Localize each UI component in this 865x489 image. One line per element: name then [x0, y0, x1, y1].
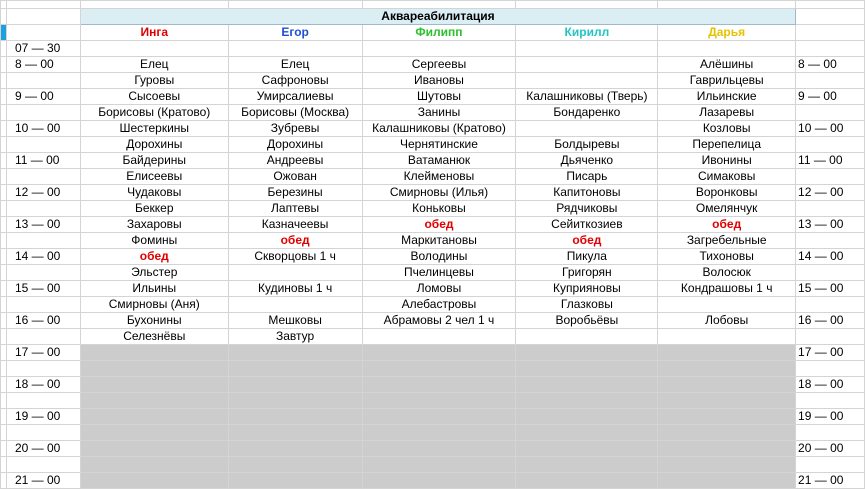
- schedule-row: [1, 57, 865, 73]
- appointment-cell[interactable]: Скворцовы 1 ч: [228, 249, 362, 265]
- appointment-cell[interactable]: [658, 457, 796, 473]
- appointment-cell[interactable]: Алёшины: [658, 57, 796, 73]
- appointment-cell[interactable]: Березины: [228, 185, 362, 201]
- appointment-cell[interactable]: [516, 441, 658, 457]
- time-cell[interactable]: [6, 329, 80, 345]
- time-cell[interactable]: [6, 361, 80, 377]
- time-cell-right[interactable]: [796, 265, 865, 281]
- time-cell-right[interactable]: 17 — 00: [796, 345, 865, 361]
- appointment-cell[interactable]: [362, 441, 516, 457]
- schedule-row: [1, 201, 865, 217]
- appointment-cell[interactable]: [658, 361, 796, 377]
- appointment-cell[interactable]: Клейменовы: [362, 169, 516, 185]
- time-cell[interactable]: [6, 201, 80, 217]
- appointment-cell[interactable]: Маркитановы: [362, 233, 516, 249]
- appointment-cell[interactable]: Зубревы: [228, 121, 362, 137]
- time-cell[interactable]: 19 — 00: [6, 409, 80, 425]
- appointment-cell[interactable]: [80, 41, 228, 57]
- appointment-cell[interactable]: Бухонины: [80, 313, 228, 329]
- time-cell-right[interactable]: [796, 201, 865, 217]
- appointment-cell[interactable]: Кондрашовы 1 ч: [658, 281, 796, 297]
- time-cell-right[interactable]: 19 — 00: [796, 409, 865, 425]
- appointment-cell[interactable]: Ватаманюк: [362, 153, 516, 169]
- appointment-cell[interactable]: Чернятинские: [362, 137, 516, 153]
- time-cell[interactable]: [6, 393, 80, 409]
- appointment-cell[interactable]: [362, 393, 516, 409]
- appointment-cell[interactable]: [658, 425, 796, 441]
- appointment-cell[interactable]: Дьяченко: [516, 153, 658, 169]
- schedule-row: [1, 409, 865, 425]
- appointment-cell[interactable]: Писарь: [516, 169, 658, 185]
- schedule-row: [1, 441, 865, 457]
- appointment-cell[interactable]: Козловы: [658, 121, 796, 137]
- cell[interactable]: [796, 25, 865, 41]
- appointment-cell[interactable]: [516, 329, 658, 345]
- time-cell[interactable]: 15 — 00: [6, 281, 80, 297]
- time-cell-right[interactable]: 20 — 00: [796, 441, 865, 457]
- staff-name-cell[interactable]: Инга: [80, 25, 228, 41]
- appointment-cell[interactable]: Смирновы (Илья): [362, 185, 516, 201]
- time-cell[interactable]: 20 — 00: [6, 441, 80, 457]
- time-cell[interactable]: 07 — 30: [6, 41, 80, 57]
- appointment-cell[interactable]: Дорохины: [228, 137, 362, 153]
- appointment-cell[interactable]: Эльстер: [80, 265, 228, 281]
- appointment-cell[interactable]: [228, 297, 362, 313]
- appointment-cell[interactable]: [658, 393, 796, 409]
- appointment-cell[interactable]: Фомины: [80, 233, 228, 249]
- appointment-cell[interactable]: Пикула: [516, 249, 658, 265]
- appointment-cell[interactable]: Кудиновы 1 ч: [228, 281, 362, 297]
- appointment-cell[interactable]: Андреевы: [228, 153, 362, 169]
- appointment-cell[interactable]: Захаровы: [80, 217, 228, 233]
- appointment-cell[interactable]: Смирновы (Аня): [80, 297, 228, 313]
- time-cell-right[interactable]: 13 — 00: [796, 217, 865, 233]
- schedule-row: [1, 361, 865, 377]
- schedule-row: [1, 313, 865, 329]
- appointment-cell[interactable]: Гаврильцевы: [658, 73, 796, 89]
- time-cell[interactable]: [6, 457, 80, 473]
- appointment-cell[interactable]: [516, 393, 658, 409]
- time-cell[interactable]: [6, 105, 80, 121]
- time-cell[interactable]: 11 — 00: [6, 153, 80, 169]
- schedule-row: [1, 89, 865, 105]
- appointment-cell[interactable]: Елец: [228, 57, 362, 73]
- appointment-cell[interactable]: [80, 345, 228, 361]
- appointment-cell[interactable]: Болдыревы: [516, 137, 658, 153]
- appointment-cell[interactable]: [228, 425, 362, 441]
- time-cell-right[interactable]: [796, 457, 865, 473]
- time-cell[interactable]: [6, 169, 80, 185]
- appointment-cell[interactable]: [228, 265, 362, 281]
- appointment-cell[interactable]: Шестеркины: [80, 121, 228, 137]
- time-cell-right[interactable]: [796, 137, 865, 153]
- appointment-cell[interactable]: Воробьёвы: [516, 313, 658, 329]
- appointment-cell[interactable]: Бондаренко: [516, 105, 658, 121]
- time-cell-right[interactable]: 15 — 00: [796, 281, 865, 297]
- cell[interactable]: [6, 9, 80, 25]
- time-cell-right[interactable]: [796, 169, 865, 185]
- appointment-cell[interactable]: Елец: [80, 57, 228, 73]
- time-cell-right[interactable]: 14 — 00: [796, 249, 865, 265]
- appointment-cell[interactable]: [658, 377, 796, 393]
- time-cell-right[interactable]: [796, 73, 865, 89]
- cell[interactable]: [6, 25, 80, 41]
- appointment-cell[interactable]: [228, 393, 362, 409]
- appointment-cell[interactable]: [658, 473, 796, 489]
- top-strip-row: [1, 1, 865, 9]
- appointment-cell[interactable]: Глазковы: [516, 297, 658, 313]
- appointment-cell[interactable]: [516, 377, 658, 393]
- appointment-cell[interactable]: [80, 457, 228, 473]
- time-cell-right[interactable]: [796, 41, 865, 57]
- schedule-row: [1, 41, 865, 57]
- appointment-cell[interactable]: [516, 425, 658, 441]
- appointment-cell[interactable]: Ильины: [80, 281, 228, 297]
- appointment-cell[interactable]: Шутовы: [362, 89, 516, 105]
- schedule-row: [1, 217, 865, 233]
- appointment-cell[interactable]: [362, 409, 516, 425]
- appointment-cell[interactable]: Борисовы (Кратово): [80, 105, 228, 121]
- time-cell[interactable]: [6, 73, 80, 89]
- appointment-cell[interactable]: [362, 457, 516, 473]
- staff-names-row: [1, 25, 865, 41]
- appointment-cell[interactable]: [516, 57, 658, 73]
- appointment-cell[interactable]: [80, 361, 228, 377]
- appointment-cell[interactable]: Дорохины: [80, 137, 228, 153]
- appointment-cell[interactable]: [362, 377, 516, 393]
- appointment-cell[interactable]: [362, 345, 516, 361]
- time-cell-right[interactable]: 18 — 00: [796, 377, 865, 393]
- schedule-row: [1, 105, 865, 121]
- staff-name-cell[interactable]: Кирилл: [516, 25, 658, 41]
- time-cell-right[interactable]: [796, 393, 865, 409]
- appointment-cell[interactable]: Пчелинцевы: [362, 265, 516, 281]
- appointment-cell[interactable]: [362, 425, 516, 441]
- time-cell[interactable]: 21 — 00: [6, 473, 80, 489]
- appointment-cell[interactable]: Симаковы: [658, 169, 796, 185]
- schedule-row: [1, 185, 865, 201]
- appointment-cell[interactable]: [228, 441, 362, 457]
- cell[interactable]: [796, 9, 865, 25]
- schedule-row: [1, 249, 865, 265]
- time-cell-right[interactable]: [796, 105, 865, 121]
- schedule-row: [1, 297, 865, 313]
- appointment-cell[interactable]: Волосюк: [658, 265, 796, 281]
- time-cell-right[interactable]: 11 — 00: [796, 153, 865, 169]
- appointment-cell[interactable]: Ильинские: [658, 89, 796, 105]
- appointment-cell[interactable]: Григорян: [516, 265, 658, 281]
- appointment-cell[interactable]: [516, 409, 658, 425]
- appointment-cell[interactable]: Омелянчук: [658, 201, 796, 217]
- schedule-row: [1, 73, 865, 89]
- appointment-cell[interactable]: Калашниковы (Кратово): [362, 121, 516, 137]
- time-cell-right[interactable]: 10 — 00: [796, 121, 865, 137]
- appointment-cell[interactable]: Тихоновы: [658, 249, 796, 265]
- appointment-cell[interactable]: Лазаревы: [658, 105, 796, 121]
- appointment-cell[interactable]: Сысоевы: [80, 89, 228, 105]
- appointment-cell[interactable]: [80, 441, 228, 457]
- staff-name-cell[interactable]: Егор: [228, 25, 362, 41]
- schedule-row: [1, 265, 865, 281]
- appointment-cell[interactable]: Гуровы: [80, 73, 228, 89]
- time-cell[interactable]: [6, 425, 80, 441]
- time-cell[interactable]: 12 — 00: [6, 185, 80, 201]
- appointment-cell[interactable]: [228, 41, 362, 57]
- appointment-cell[interactable]: [228, 345, 362, 361]
- appointment-cell[interactable]: [362, 329, 516, 345]
- appointment-cell[interactable]: Борисовы (Москва): [228, 105, 362, 121]
- appointment-cell[interactable]: [362, 361, 516, 377]
- appointment-cell[interactable]: Сафроновы: [228, 73, 362, 89]
- appointment-cell[interactable]: [516, 345, 658, 361]
- time-cell[interactable]: 18 — 00: [6, 377, 80, 393]
- schedule-row: [1, 345, 865, 361]
- time-cell[interactable]: 8 — 00: [6, 57, 80, 73]
- appointment-cell[interactable]: Мешковы: [228, 313, 362, 329]
- appointment-cell[interactable]: Байдерины: [80, 153, 228, 169]
- appointment-cell[interactable]: Сейиткозиев: [516, 217, 658, 233]
- appointment-cell[interactable]: [516, 473, 658, 489]
- appointment-cell[interactable]: Занины: [362, 105, 516, 121]
- time-cell-right[interactable]: [796, 329, 865, 345]
- appointment-cell[interactable]: Калашниковы (Тверь): [516, 89, 658, 105]
- schedule-row: [1, 473, 865, 489]
- appointment-cell[interactable]: обед: [362, 217, 516, 233]
- appointment-cell[interactable]: Загребельные: [658, 233, 796, 249]
- time-cell[interactable]: [6, 265, 80, 281]
- appointment-cell[interactable]: Куприяновы: [516, 281, 658, 297]
- time-cell[interactable]: 10 — 00: [6, 121, 80, 137]
- schedule-row: [1, 425, 865, 441]
- schedule-row: [1, 281, 865, 297]
- appointment-cell[interactable]: [658, 345, 796, 361]
- appointment-cell[interactable]: Алебастровы: [362, 297, 516, 313]
- appointment-cell[interactable]: обед: [228, 233, 362, 249]
- appointment-cell[interactable]: Сергеевы: [362, 57, 516, 73]
- appointment-cell[interactable]: [516, 121, 658, 137]
- time-cell[interactable]: [6, 233, 80, 249]
- appointment-cell[interactable]: [362, 41, 516, 57]
- appointment-cell[interactable]: Завтур: [228, 329, 362, 345]
- appointment-cell[interactable]: [658, 409, 796, 425]
- schedule-row: [1, 457, 865, 473]
- time-cell[interactable]: 16 — 00: [6, 313, 80, 329]
- appointment-cell[interactable]: [658, 329, 796, 345]
- title-row: [1, 9, 865, 25]
- appointment-cell[interactable]: [80, 409, 228, 425]
- appointment-cell[interactable]: Перепелица: [658, 137, 796, 153]
- time-cell[interactable]: 9 — 00: [6, 89, 80, 105]
- appointment-cell[interactable]: Елисеевы: [80, 169, 228, 185]
- time-cell[interactable]: 17 — 00: [6, 345, 80, 361]
- appointment-cell[interactable]: Лобовы: [658, 313, 796, 329]
- appointment-cell[interactable]: [516, 41, 658, 57]
- appointment-cell[interactable]: Беккер: [80, 201, 228, 217]
- appointment-cell[interactable]: Рядчиковы: [516, 201, 658, 217]
- appointment-cell[interactable]: Володины: [362, 249, 516, 265]
- schedule-row: [1, 377, 865, 393]
- appointment-cell[interactable]: Воронковы: [658, 185, 796, 201]
- time-cell[interactable]: [6, 137, 80, 153]
- time-cell-right[interactable]: [796, 425, 865, 441]
- schedule-row: [1, 137, 865, 153]
- time-cell-right[interactable]: [796, 297, 865, 313]
- appointment-cell[interactable]: [516, 73, 658, 89]
- schedule-row: [1, 153, 865, 169]
- schedule-row: [1, 169, 865, 185]
- appointment-cell[interactable]: Ивановы: [362, 73, 516, 89]
- appointment-cell[interactable]: [658, 441, 796, 457]
- appointment-cell[interactable]: [80, 425, 228, 441]
- time-cell[interactable]: [6, 297, 80, 313]
- appointment-cell[interactable]: Умирсалиевы: [228, 89, 362, 105]
- schedule-row: [1, 393, 865, 409]
- time-cell-right[interactable]: 9 — 00: [796, 89, 865, 105]
- schedule-row: [1, 233, 865, 249]
- time-cell-right[interactable]: 8 — 00: [796, 57, 865, 73]
- appointment-cell[interactable]: [658, 297, 796, 313]
- appointment-cell[interactable]: Коньковы: [362, 201, 516, 217]
- time-cell-right[interactable]: 12 — 00: [796, 185, 865, 201]
- staff-name-cell[interactable]: Дарья: [658, 25, 796, 41]
- time-cell-right[interactable]: [796, 233, 865, 249]
- appointment-cell[interactable]: [228, 457, 362, 473]
- appointment-cell[interactable]: Ожован: [228, 169, 362, 185]
- time-cell[interactable]: 13 — 00: [6, 217, 80, 233]
- appointment-cell[interactable]: [80, 473, 228, 489]
- appointment-cell[interactable]: [516, 361, 658, 377]
- time-cell-right[interactable]: 21 — 00: [796, 473, 865, 489]
- appointment-cell[interactable]: Казначеевы: [228, 217, 362, 233]
- appointment-cell[interactable]: Капитоновы: [516, 185, 658, 201]
- appointment-cell[interactable]: Ивонины: [658, 153, 796, 169]
- appointment-cell[interactable]: Лаптевы: [228, 201, 362, 217]
- appointment-cell[interactable]: обед: [80, 249, 228, 265]
- sheet-title[interactable]: Аквареабилитация: [80, 9, 795, 25]
- appointment-cell[interactable]: [80, 377, 228, 393]
- time-cell[interactable]: 14 — 00: [6, 249, 80, 265]
- appointment-cell[interactable]: [228, 409, 362, 425]
- schedule-row: [1, 121, 865, 137]
- appointment-cell[interactable]: [658, 41, 796, 57]
- staff-name-cell[interactable]: Филипп: [362, 25, 516, 41]
- schedule-row: [1, 329, 865, 345]
- appointment-cell[interactable]: [80, 393, 228, 409]
- appointment-cell[interactable]: Ломовы: [362, 281, 516, 297]
- appointment-cell[interactable]: обед: [658, 217, 796, 233]
- appointment-cell[interactable]: Чудаковы: [80, 185, 228, 201]
- appointment-cell[interactable]: Селезнёвы: [80, 329, 228, 345]
- appointment-cell[interactable]: [362, 473, 516, 489]
- appointment-cell[interactable]: [228, 473, 362, 489]
- appointment-cell[interactable]: [228, 377, 362, 393]
- time-cell-right[interactable]: [796, 361, 865, 377]
- time-cell-right[interactable]: 16 — 00: [796, 313, 865, 329]
- appointment-cell[interactable]: [228, 361, 362, 377]
- appointment-cell[interactable]: Абрамовы 2 чел 1 ч: [362, 313, 516, 329]
- appointment-cell[interactable]: [516, 457, 658, 473]
- appointment-cell[interactable]: обед: [516, 233, 658, 249]
